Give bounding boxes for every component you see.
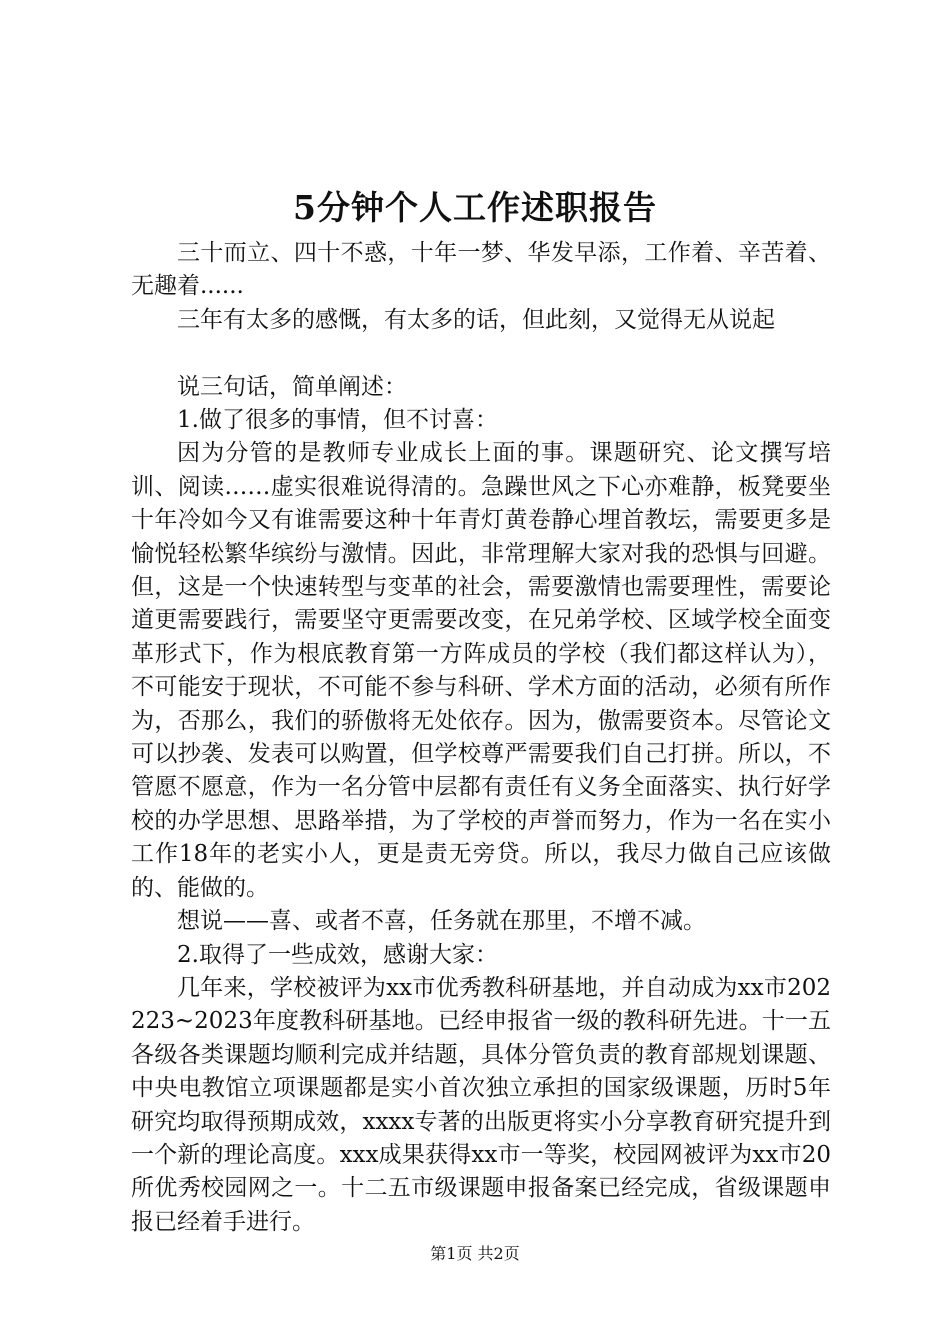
paragraph-three-sentences: 说三句话，简单阐述： xyxy=(177,373,407,400)
section-heading-2: 2.取得了一些成效，感谢大家： xyxy=(177,941,498,968)
paragraph-section-2-body: 几年来，学校被评为xx市优秀教科研基地，并自动成为xx市202223~2023年度教科研基地。已经申报省一级的教科研先进。十一五各级各类课题均顺利完成并结题，具体分管负责的教育部规划课题、中央电教馆立项课题都是实小首次独立承担的国家级课题，历时5年研究均取得预期成效，xxxx专著的出版更将实小分享教育研究提升到一个新的理论高度。xxx成果获得xx市一等奖，校园网被评为xx市20所优秀校园网之一。十二五市级课题申报备案已经完成，省级课题申报已经着手进行。 xyxy=(131,974,831,1235)
page-footer: 第1页 共2页 xyxy=(430,1244,520,1263)
paragraph-feelings: 三年有太多的感慨，有太多的话，但此刻，又觉得无从说起 xyxy=(177,306,775,333)
paragraph-want-to-say: 想说——喜、或者不喜，任务就在那里，不增不减。 xyxy=(177,908,706,935)
document-title: 5分钟个人工作述职报告 xyxy=(293,188,657,227)
document-body xyxy=(131,237,831,1239)
paragraph-intro: 三十而立、四十不惑，十年一梦、华发早添，工作着、辛苦着、无趣着...... xyxy=(131,240,831,300)
section-heading-1: 1.做了很多的事情，但不讨喜： xyxy=(177,407,498,434)
paragraph-section-1-body: 因为分管的是教师专业成长上面的事。课题研究、论文撰写培训、阅读……虚实很难说得清的。急躁世风之下心亦难静，板凳要坐十年冷如今又有谁需要这种十年青灯黄卷静心埋首教坛，需要更多是愉悦轻松繁华缤纷与激情。因此，非常理解大家对我的恐惧与回避。但，这是一个快速转型与变革的社会，需要激情也需要理性，需要论道更需要践行，需要坚守更需要改变，在兄弟学校、区域学校全面变革形式下，作为根底教育第一方阵成员的学校（我们都这样认为），不可能安于现状，不可能不参与科研、学术方面的活动，必须有所作为，否那么，我们的骄傲将无处依存。因为，傲需要资本。尽管论文可以抄袭、发表可以购置，但学校尊严需要我们自己打拼。所以，不管愿不愿意，作为一名分管中层都有责任有义务全面落实、执行好学校的办学思想、思路举措，为了学校的声誉而努力，作为一名在实小工作18年的老实小人，更是责无旁贷。所以，我尽力做自己应该做的、能做的。 xyxy=(131,440,831,901)
